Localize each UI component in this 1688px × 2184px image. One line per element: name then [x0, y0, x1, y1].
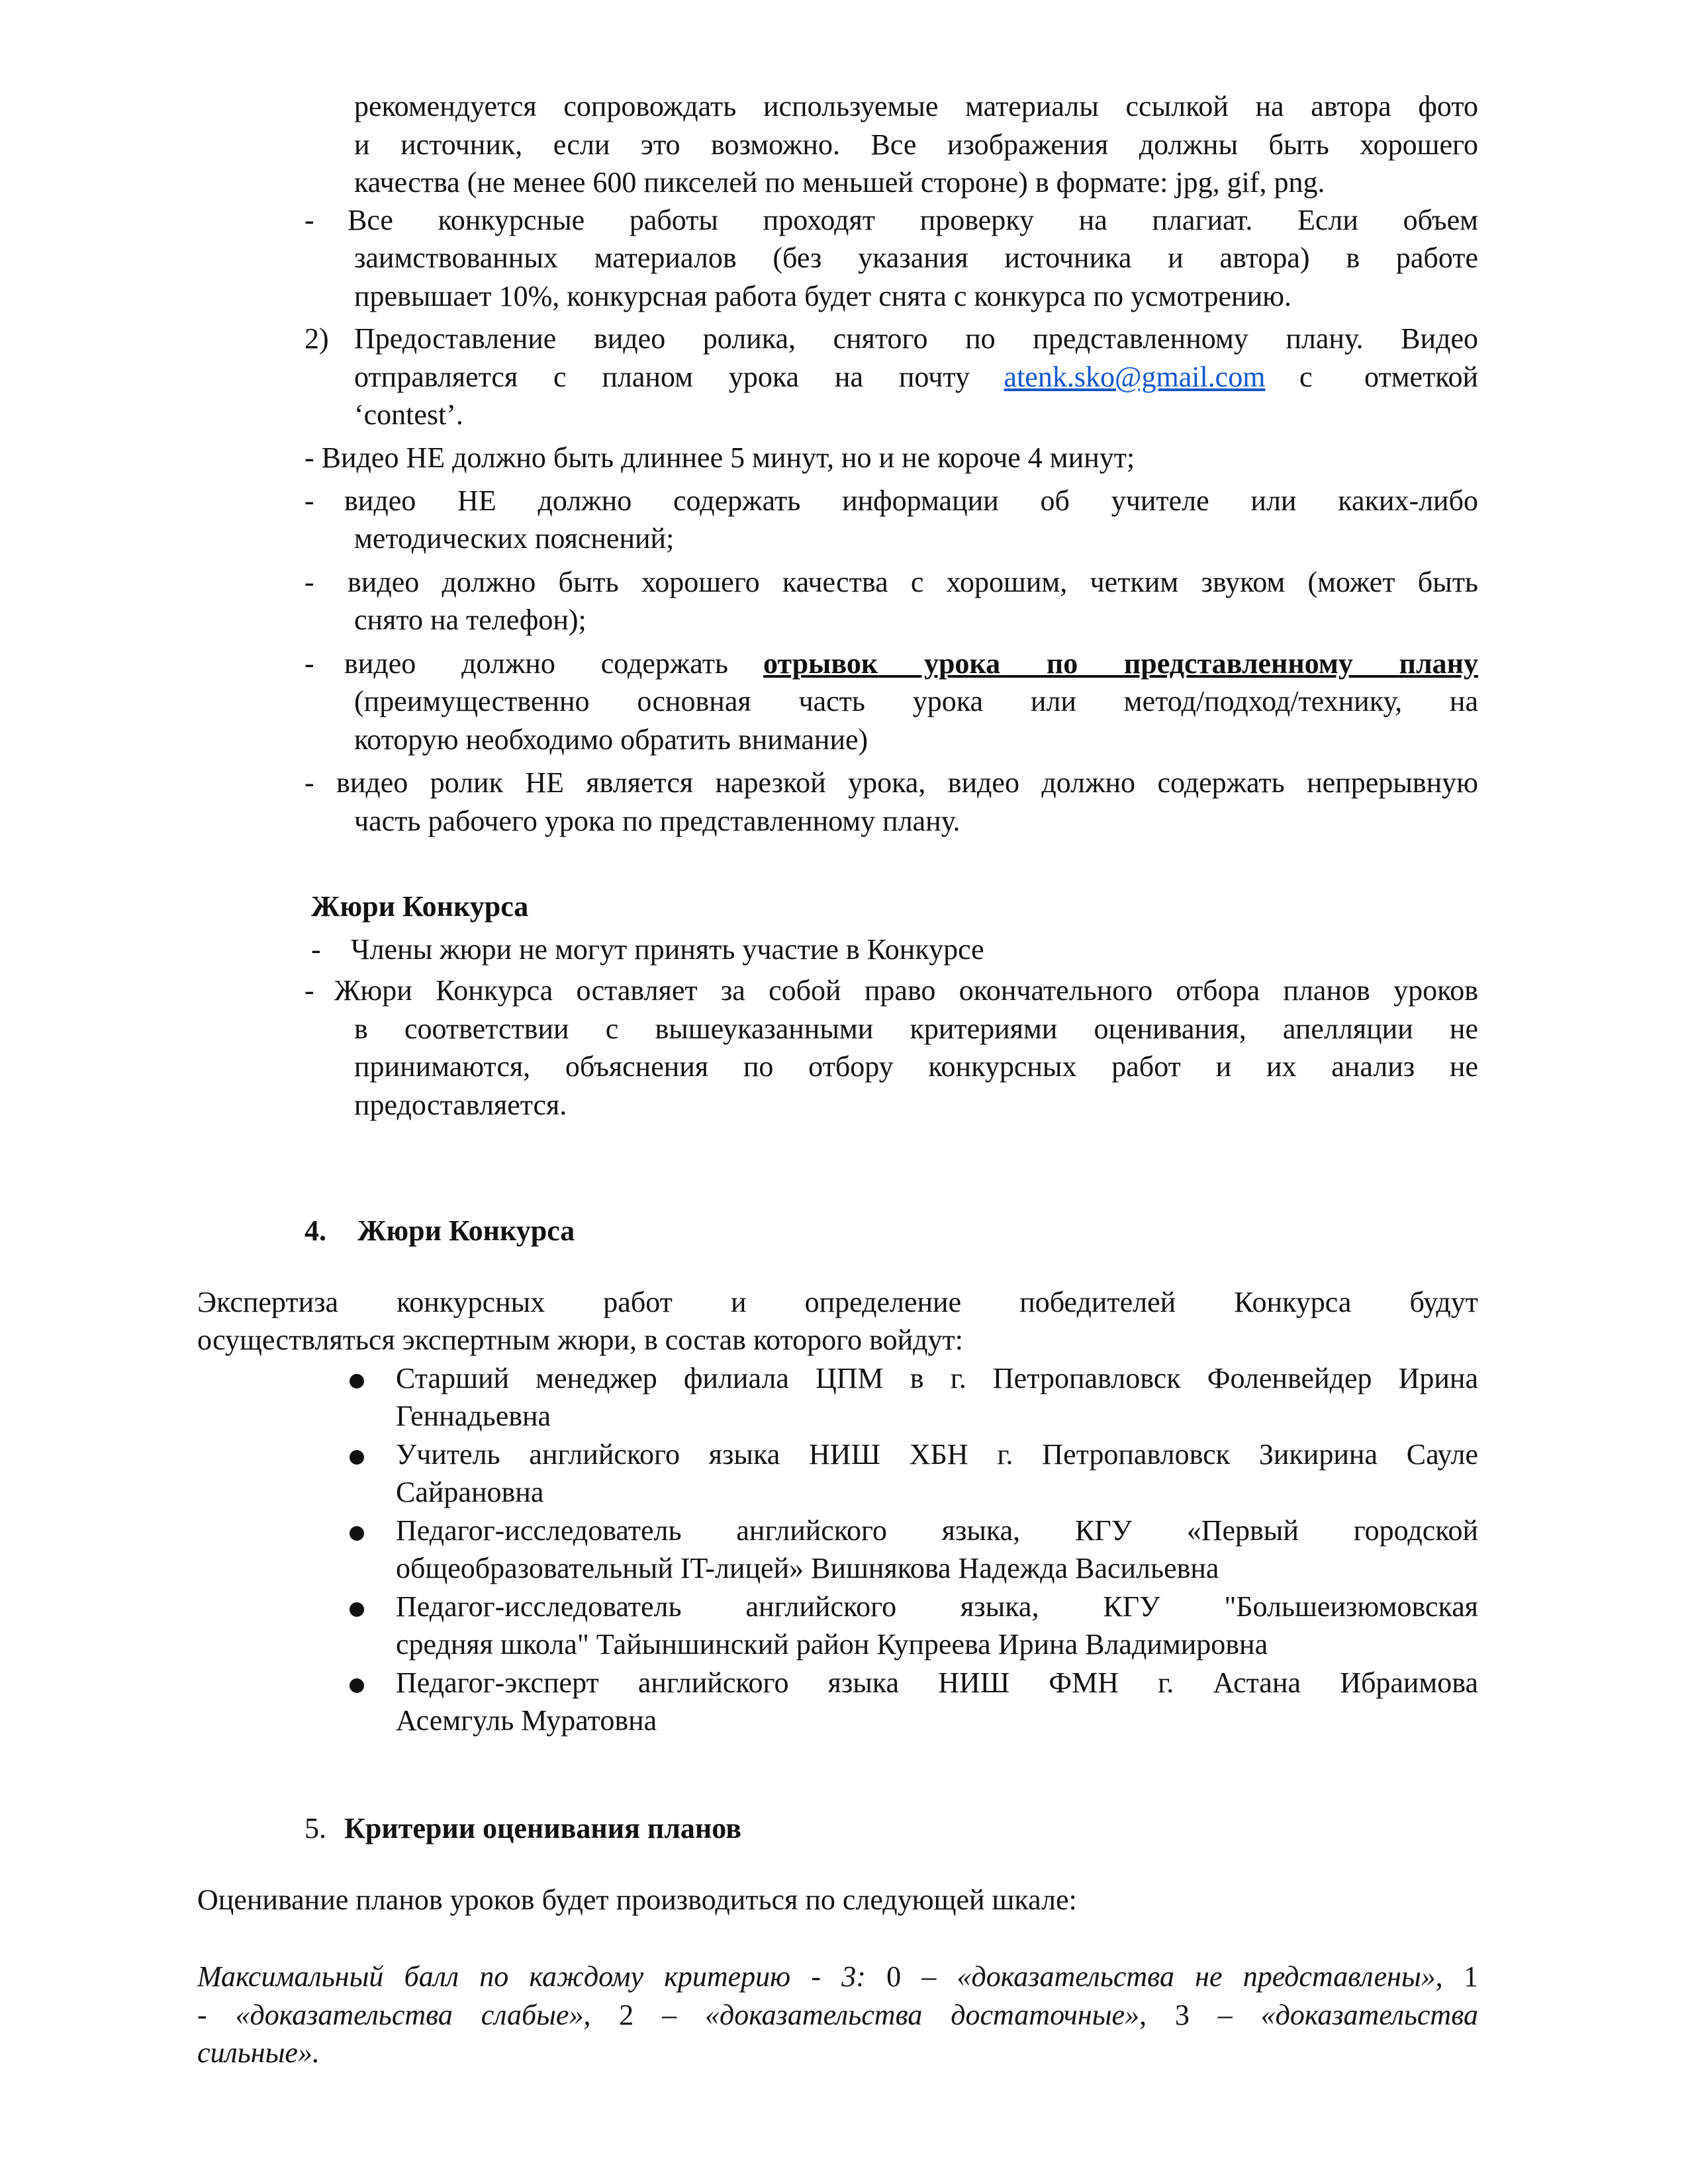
jury-member: Педагог-исследователь английского языка, КГУ «Первый городской: [396, 1514, 1478, 1547]
scale-text: «доказательства: [1260, 1999, 1479, 2031]
email-line: [354, 363, 1478, 392]
paragraph-line: осуществляться экспертным жюри, в состав которого войдут:: [197, 1324, 963, 1356]
jury-member: общеобразовательный IT-лицей» Вишнякова Надежда Васильевна: [396, 1552, 1219, 1584]
subheading: Жюри Конкурса: [311, 890, 529, 923]
jury-member: Педагог-исследователь английского языка, КГУ "Большеизюмовская: [396, 1590, 1478, 1623]
jury-member: Асемгуль Муратовна: [396, 1704, 657, 1737]
bullet-icon: [350, 1602, 364, 1617]
jury-member: Геннадьевна: [396, 1400, 551, 1432]
rule-line: видео должно быть хорошего качества с хорошим, четким звуком (может быть: [348, 566, 1478, 598]
jury-member: Педагог-эксперт английского языка НИШ ФМН г. Астана Ибраимова: [396, 1666, 1478, 1699]
scale-text: 0 –: [865, 1960, 957, 1993]
jury-member: Сайрановна: [396, 1476, 544, 1508]
note-line: принимаются, объяснения по отбору конкурсных работ и их анализ не: [354, 1050, 1478, 1083]
bullet-icon: [350, 1678, 364, 1693]
jury-member: Учитель английского языка НИШ ХБН г. Петропавловск Зикирина Сауле: [396, 1438, 1478, 1471]
section-title: Критерии оценивания планов: [344, 1812, 741, 1844]
rule-line: снято на телефон);: [354, 604, 586, 636]
paragraph-line: качества (не менее 600 пикселей по меньшей стороне) в формате: jpg, gif, png.: [354, 166, 1325, 199]
rule-line: - Видео НЕ должно быть длиннее 5 минут, но и не короче 4 минут;: [305, 441, 1135, 474]
list-dash: -: [305, 204, 314, 236]
scale-text: «доказательства достаточные»: [704, 1999, 1140, 2031]
paragraph-line: Предоставление видео ролика, снятого по представленному плану. Видео: [354, 322, 1478, 355]
note-line: предоставляется.: [354, 1089, 567, 1121]
bullet-icon: [350, 1374, 364, 1388]
list-number: 2): [305, 322, 329, 355]
bullet-icon: [350, 1526, 364, 1541]
scale-text: , 3 –: [1139, 1999, 1261, 2031]
scale-text: «доказательства слабые»: [235, 1999, 584, 2031]
list-dash: -: [305, 647, 314, 680]
list-dash: -: [305, 974, 314, 1007]
scale-line: сильные».: [197, 2036, 320, 2069]
note-line: Жюри Конкурса оставляет за собой право окончательного отбора планов уроков: [334, 974, 1478, 1007]
scale-text: , 1: [1435, 1960, 1478, 1993]
scale-text: , 2 –: [583, 1999, 705, 2031]
rule-line: часть рабочего урока по представленному плану.: [354, 805, 961, 837]
section-title: Жюри Конкурса: [357, 1214, 575, 1247]
paragraph-line: и источник, если это возможно. Все изображения должны быть хорошего: [354, 128, 1478, 161]
jury-member: средняя школа" Тайыншинский район Купреева Ирина Владимировна: [396, 1628, 1268, 1661]
list-dash: -: [305, 484, 314, 517]
bullet-icon: [350, 1450, 364, 1465]
paragraph-line: заимствованных материалов (без указания источника и автора) в работе: [354, 242, 1478, 274]
scale-label: Максимальный балл по каждому критерию - 3:: [197, 1960, 866, 1993]
paragraph-line: ‘contest’.: [354, 398, 463, 431]
jury-member: Старший менеджер филиала ЦПМ в г. Петропавловск Фоленвейдер Ирина: [396, 1362, 1478, 1394]
paragraph-line: Все конкурсные работы проходят проверку на плагиат. Если объем: [348, 204, 1478, 236]
emphasis-text: отрывок урока по представленному плану: [763, 647, 1478, 680]
rule-line: [344, 649, 1478, 678]
section-number: 4.: [305, 1214, 326, 1247]
paragraph-line: Экспертиза конкурсных работ и определение победителей Конкурса будут: [197, 1286, 1478, 1318]
rule-line: (преимущественно основная часть урока или метод/подход/технику, на: [354, 685, 1478, 717]
rule-line: методических пояснений;: [354, 522, 675, 555]
paragraph-line: Оценивание планов уроков будет производиться по следующей шкале:: [197, 1884, 1077, 1916]
paragraph-line: рекомендуется сопровождать используемые материалы ссылкой на автора фото: [354, 90, 1478, 122]
email-line-suffix: с отметкой: [1299, 361, 1478, 393]
scale-text: «доказательства не представлены»: [957, 1960, 1436, 1993]
rule-line: видео НЕ должно содержать информации об учителе или каких-либо: [344, 484, 1478, 517]
list-dash: -: [305, 566, 314, 598]
section-number: 5.: [305, 1812, 326, 1844]
scale-text: -: [197, 1999, 236, 2031]
rule-text: видео должно содержать: [344, 647, 728, 680]
scale-line: [197, 2001, 1478, 2030]
email-line-prefix: [354, 363, 970, 392]
paragraph-line: превышает 10%, конкурсная работа будет снята с конкурса по усмотрению.: [354, 280, 1292, 312]
scale-line: [197, 1962, 1478, 1991]
rule-line: - видео ролик НЕ является нарезкой урока, видео должно содержать непрерывную: [305, 766, 1478, 799]
prefix-text: отправляется с планом урока на почту: [354, 361, 970, 393]
note-line: в соответствии с вышеуказанными критериями оценивания, апелляции не: [354, 1013, 1478, 1045]
note-line: Члены жюри не могут принять участие в Конкурсе: [351, 933, 984, 966]
rule-line: которую необходимо обратить внимание): [354, 723, 868, 756]
list-dash: -: [311, 933, 321, 966]
email-link[interactable]: atenk.sko@gmail.com: [1004, 361, 1266, 393]
